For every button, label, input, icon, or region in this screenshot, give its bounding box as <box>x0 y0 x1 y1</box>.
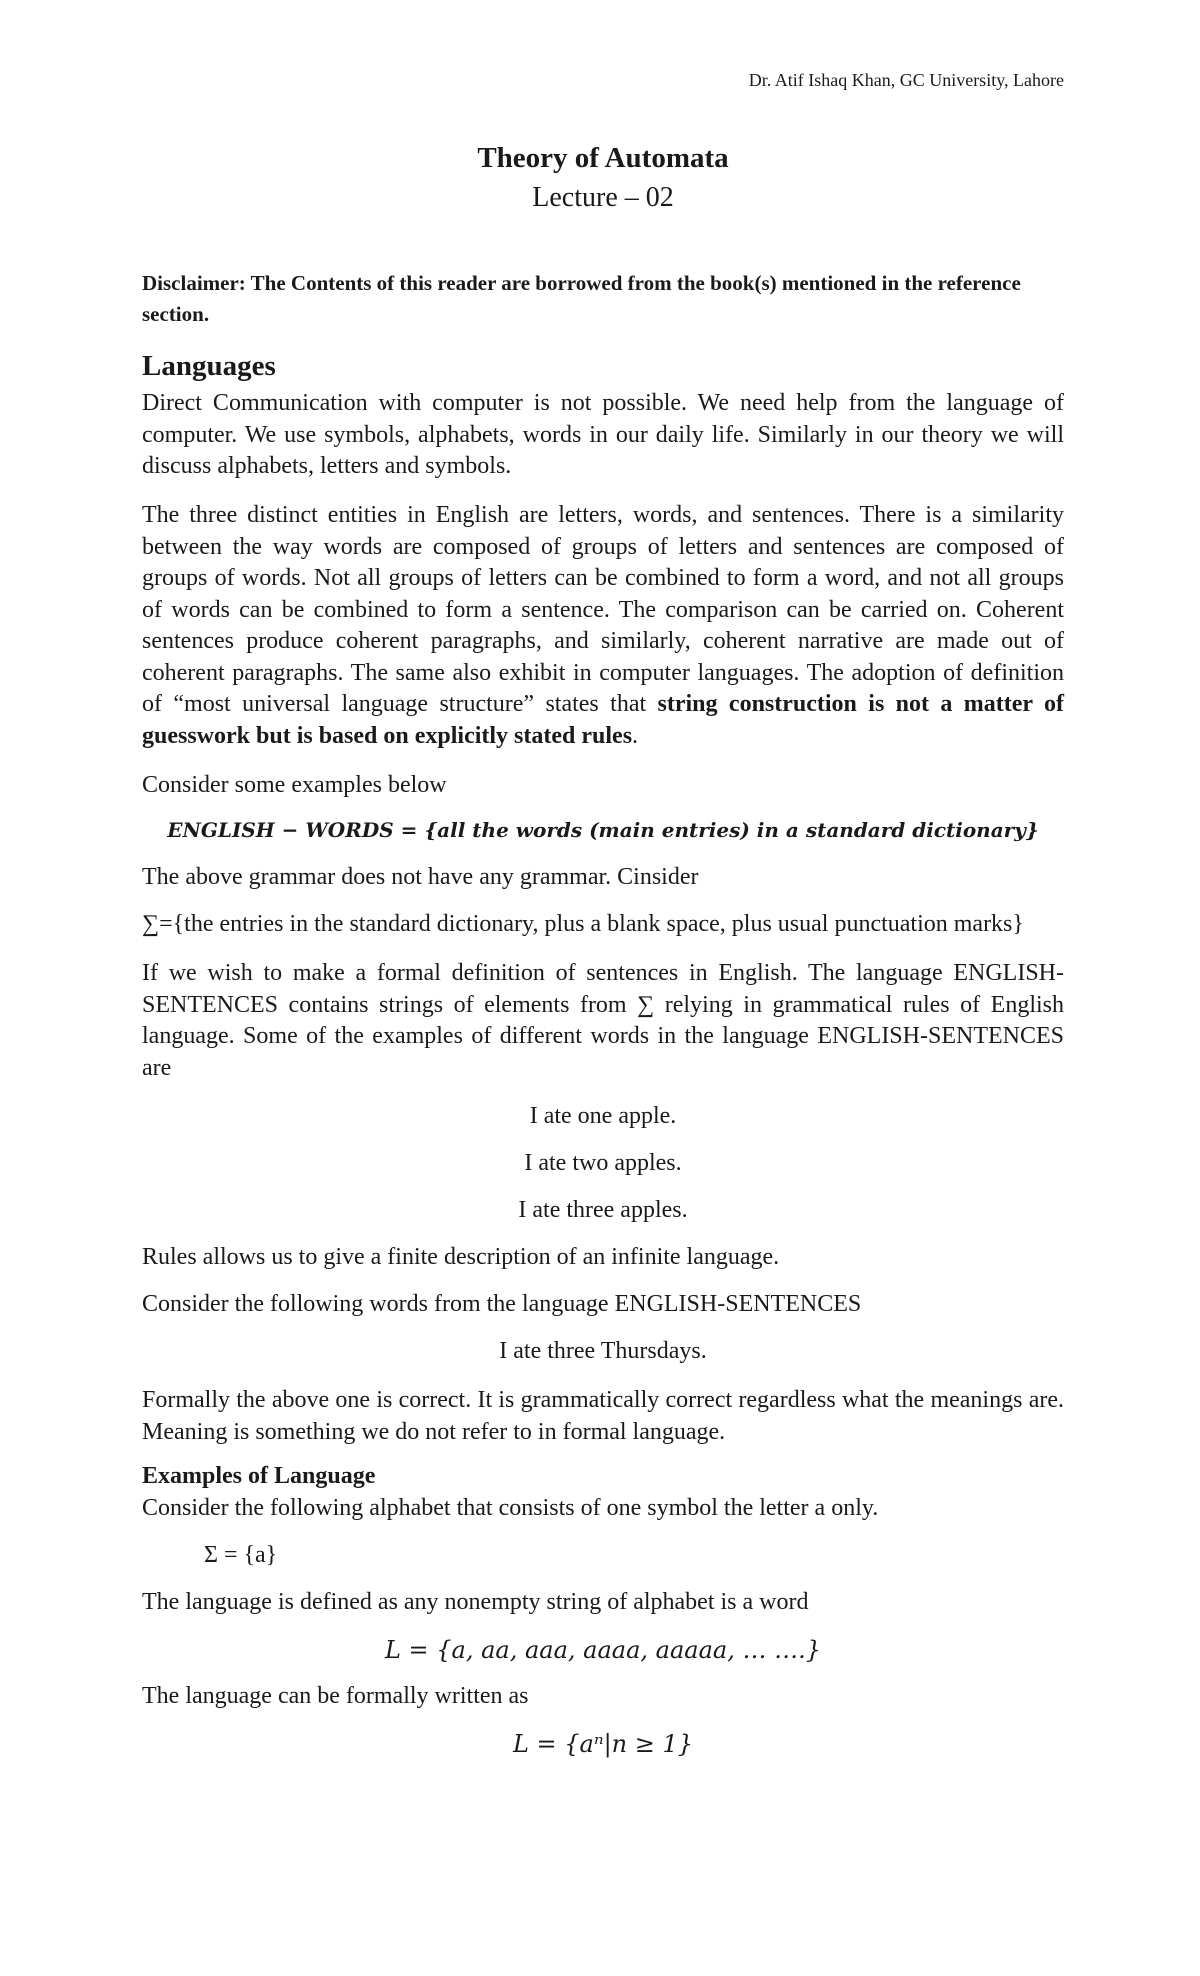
document-subtitle: Lecture – 02 <box>532 182 674 213</box>
paragraph-sigma-entries: ∑={the entries in the standard dictionary, plus a blank space, plus usual punctuation marks} <box>142 911 1024 937</box>
paragraph-three-entities-text: The three distinct entities in English are letters, words, and sentences. There is a similarity between the way words are composed of groups of letters and sentences are composed of groups of words. Not all groups of letters can be combined to form a word, and not all groups of words can be combined to form a sentence. The comparison can be carried on. Coherent sentences produce coherent paragraphs, and similarly, coherent narrative are made out of coherent paragraphs. The same also exhibit in computer languages. The adoption of definition of “most universal language structure” states that <box>142 502 1064 717</box>
paragraph-formally-written: The language can be formally written as <box>142 1683 529 1709</box>
section-heading-languages: Languages <box>142 350 276 382</box>
example-sentence-1: I ate one apple. <box>529 1103 677 1129</box>
disclaimer: Disclaimer: The Contents of this reader are borrowed from the book(s) mentioned in the reference section. <box>142 271 1021 326</box>
example-sentence-2: I ate two apples. <box>524 1150 682 1176</box>
equation-language-formal: L = {aⁿ|n ≥ 1} <box>512 1730 694 1758</box>
paragraph-three-entities <box>142 500 1064 752</box>
paragraph-three-entities-end: . <box>632 722 639 749</box>
paragraph-consider-words: Consider the following words from the language ENGLISH-SENTENCES <box>142 1291 862 1317</box>
document-title: Theory of Automata <box>477 142 729 174</box>
equation-sigma: Σ = {a} <box>204 1542 278 1568</box>
paragraph-language-defined: The language is defined as any nonempty string of alphabet is a word <box>142 1589 809 1615</box>
paragraph-three-entities-bold: string construction is not a matter of guesswork but is based on explicitly stated rules <box>142 691 1065 749</box>
example-sentence-thursdays: I ate three Thursdays. <box>499 1338 707 1364</box>
equation-language-list: L = {a, aa, aaa, aaaa, aaaaa, … ….} <box>384 1636 822 1664</box>
paragraph-grammar: The above grammar does not have any grammar. Cinsider <box>142 864 699 890</box>
paragraph-formally-correct: Formally the above one is correct. It is grammatically correct regardless what the meanings are. Meaning is something we do not refer to in formal language. <box>142 1387 1064 1445</box>
paragraph-direct-communication: Direct Communication with computer is not possible. We need help from the language of computer. We use symbols, alphabets, words in our daily life. Similarly in our theory we will discuss alphabets, letters and symbols. <box>142 390 1064 479</box>
paragraph-formal-definition: If we wish to make a formal definition of sentences in English. The language ENGLISH-SENTENCES contains strings of elements from ∑ relying in grammatical rules of English language. Some of the examples of different words in the language ENGLISH-SENTENCES are <box>142 960 1064 1081</box>
paragraph-alphabet: Consider the following alphabet that consists of one symbol the letter a only. <box>142 1495 879 1521</box>
equation-english-words: ENGLISH − WORDS = {all the words (main entries) in a standard dictionary} <box>167 818 1039 842</box>
paragraph-consider-examples: Consider some examples below <box>142 772 447 798</box>
paragraph-rules: Rules allows us to give a finite description of an infinite language. <box>142 1244 780 1270</box>
example-sentence-3: I ate three apples. <box>518 1197 688 1223</box>
page-header-author: Dr. Atif Ishaq Khan, GC University, Lahore <box>748 70 1064 90</box>
section-heading-examples: Examples of Language <box>142 1463 376 1489</box>
